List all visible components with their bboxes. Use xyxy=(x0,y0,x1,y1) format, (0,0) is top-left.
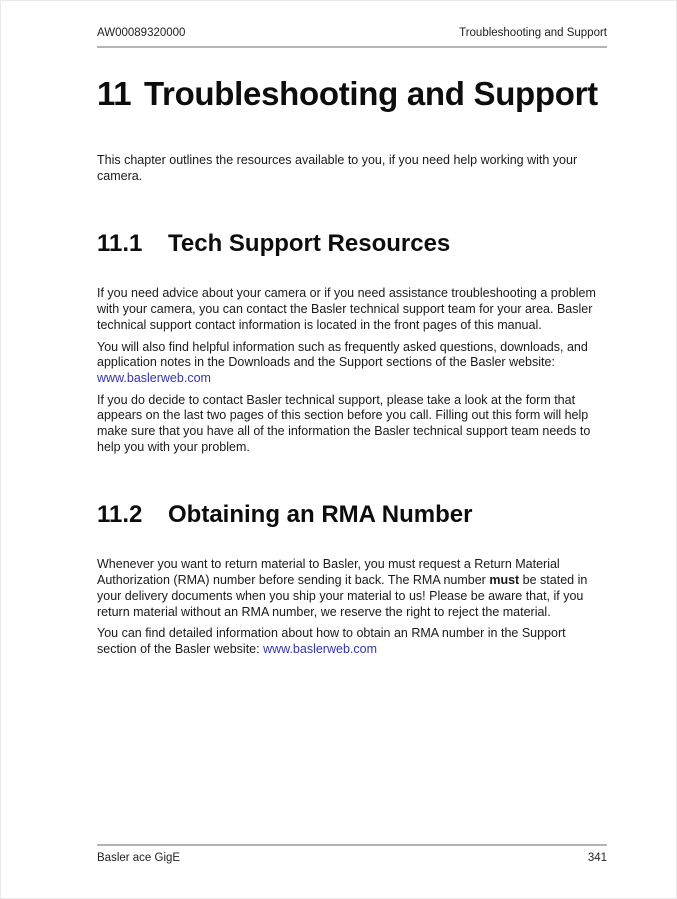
chapter-title xyxy=(97,75,607,113)
chapter-title-text: Troubleshooting and Support xyxy=(144,75,598,112)
section-heading-text: Obtaining an RMA Number xyxy=(168,501,473,529)
footer-product-name: Basler ace GigE xyxy=(97,852,181,864)
page-header xyxy=(97,27,607,40)
paragraph-text: be stated in your delivery documents when you ship your material to us! Please be aware that, if you return material without an RMA number, we reserve the right to reject the material. xyxy=(97,573,588,619)
section-heading-tech-support xyxy=(97,230,607,258)
header-chapter-title: Troubleshooting and Support xyxy=(459,27,607,39)
footer-page-number: 341 xyxy=(587,852,607,864)
page-footer xyxy=(97,844,607,865)
paragraph-text: You can find detailed information about how to obtain an RMA number in the Support section of the Basler website: xyxy=(97,626,566,656)
paragraph-text: You will also find helpful information such as frequently asked questions, downloads, and application notes in the Downloads and the Support sections of the Basler website: xyxy=(97,339,588,370)
header-rule xyxy=(97,46,607,48)
section-number: 11.1 xyxy=(97,230,143,258)
header-doc-id: AW00089320000 xyxy=(97,27,186,39)
bold-emphasis: must xyxy=(489,573,520,588)
paragraph xyxy=(97,626,607,657)
section-heading-text: Tech Support Resources xyxy=(168,230,451,258)
baslerweb-link[interactable]: www.baslerweb.com xyxy=(97,370,211,385)
chapter-number: 11 xyxy=(97,75,132,112)
paragraph-text: Whenever you want to return material to Basler, you must request a Return Material Authorization (RMA) number before sending it back. The RMA number xyxy=(97,557,560,588)
section-number: 11.2 xyxy=(97,501,143,529)
paragraph: If you need advice about your camera or if you need assistance troubleshooting a problem with your camera, you can contact the Basler technical support team for your area. Basler technical support contact information is located in the front pages of this manual. xyxy=(97,286,596,332)
chapter-intro-paragraph: This chapter outlines the resources available to you, if you need help working with your camera. xyxy=(97,153,578,183)
baslerweb-link[interactable]: www.baslerweb.com xyxy=(263,641,377,656)
paragraph xyxy=(97,557,607,620)
paragraph xyxy=(97,340,607,387)
section-heading-rma-number xyxy=(97,501,607,529)
paragraph: If you do decide to contact Basler technical support, please take a look at the form that appears on the last two pages of this section before you call. Filling out this form will help make sure that you have all of the information the Basler technical support team needs to help you with your problem. xyxy=(97,392,591,454)
